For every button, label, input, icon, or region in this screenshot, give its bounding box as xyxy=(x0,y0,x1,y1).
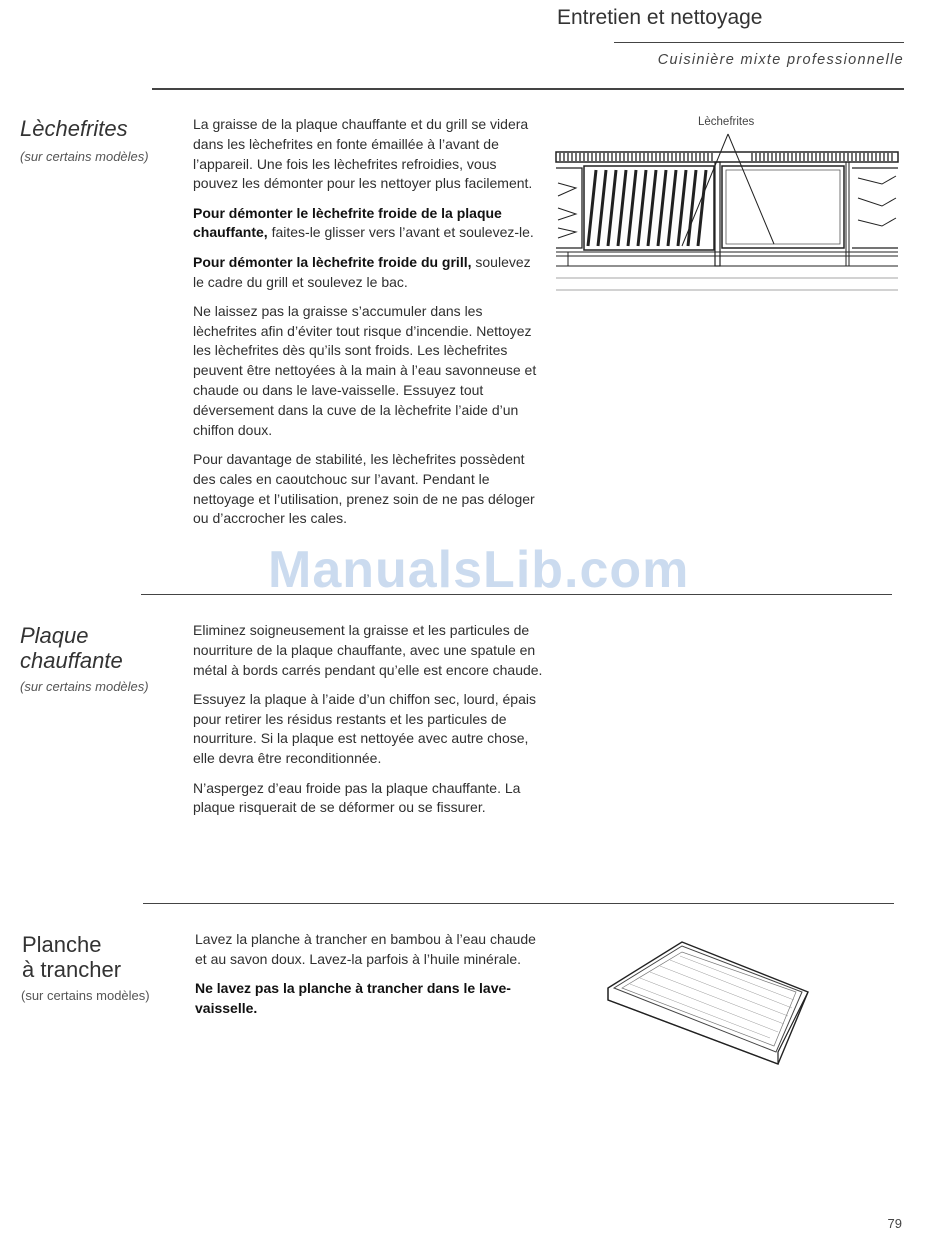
paragraph: Essuyez la plaque à l’aide d’un chiffon sec, lourd, épais pour retirer les résidus restants et les particules de nourriture. Si la plaque est nettoyée avec autre chose, elle devra être reconditionnée. xyxy=(193,690,536,767)
section-note: (sur certains modèles) xyxy=(20,679,149,694)
section-body-planche-a-trancher xyxy=(195,930,545,1028)
cutting-board-illustration xyxy=(600,936,815,1071)
section-divider xyxy=(141,594,892,595)
bold-warning: Ne lavez pas la planche à trancher dans le lave-vaisselle. xyxy=(195,980,511,1016)
paragraph: Eliminez soigneusement la graisse et les particules de nourriture de la plaque chauffante, avec une spatule en métal à bords carrés pendant qu’elle est encore chaude. xyxy=(193,622,543,678)
section-title-planche-a-trancher: Planche à trancher xyxy=(22,932,122,982)
section-body-plaque-chauffante xyxy=(193,621,543,828)
section-body-lechefrites xyxy=(193,115,543,539)
grill-griddle-illustration xyxy=(552,128,902,293)
bold-instruction: Pour démonter la lèchefrite froide du grill, xyxy=(193,253,472,270)
paragraph: La graisse de la plaque chauffante et du grill se videra dans les lèchefrites en fonte émaillée à l’avant de l’appareil. Une fois les lèchefrites refroidies, vous pouvez les démonter pour les nettoyer plus facilement. xyxy=(193,116,533,192)
section-note: (sur certains modèles) xyxy=(21,988,150,1003)
paragraph: N’aspergez d’eau froide pas la plaque chauffante. La plaque risquerait de se déformer ou se fissurer. xyxy=(193,779,521,816)
section-title-lechefrites: Lèchefrites xyxy=(20,116,128,141)
watermark: ManualsLib.com xyxy=(268,541,690,599)
paragraph: Lavez la planche à trancher en bambou à l’eau chaude et au savon doux. Lavez-la parfois à l’huile minérale. xyxy=(195,931,536,967)
section-divider xyxy=(143,903,894,904)
paragraph: Pour démonter le lèchefrite froide de la plaque chauffante, faites-le glisser vers l’avant et soulevez-le. xyxy=(193,204,534,241)
header-rule xyxy=(152,88,904,90)
paragraph: Pour davantage de stabilité, les lèchefrites possèdent des cales en caoutchouc sur l’avant. Pendant le nettoyage et l’utilisation, prenez soin de ne pas déloger ou d’accrocher les cales. xyxy=(193,450,535,527)
page-header-subtitle: Cuisinière mixte professionnelle xyxy=(657,52,904,68)
bold-instruction: Pour démonter le lèchefrite froide de la plaque chauffante, xyxy=(193,204,502,241)
page-number: 79 xyxy=(887,1216,902,1231)
paragraph: Ne laissez pas la graisse s’accumuler dans les lèchefrites afin d’éviter tout risque d’incendie. Nettoyez les lèchefrites dès qu’ils sont froids. Les lèchefrites peuvent être nettoyées à la main à l’eau savonneuse et chaude ou dans le lave-vaisselle. Essuyez tout déversement dans la cuve de la lèchefrite l’aide d’un chiffon doux. xyxy=(193,302,537,438)
page-header-title: Entretien et nettoyage xyxy=(557,6,763,29)
figure-label-lechefrites: Lèchefrites xyxy=(698,116,755,128)
paragraph xyxy=(195,979,545,1019)
paragraph: Pour démonter la lèchefrite froide du grill, soulevez le cadre du grill et soulevez le bac. xyxy=(193,253,531,290)
section-note: (sur certains modèles) xyxy=(20,149,149,164)
header-divider xyxy=(614,42,904,43)
section-title-plaque-chauffante: Plaque chauffante xyxy=(20,623,123,673)
